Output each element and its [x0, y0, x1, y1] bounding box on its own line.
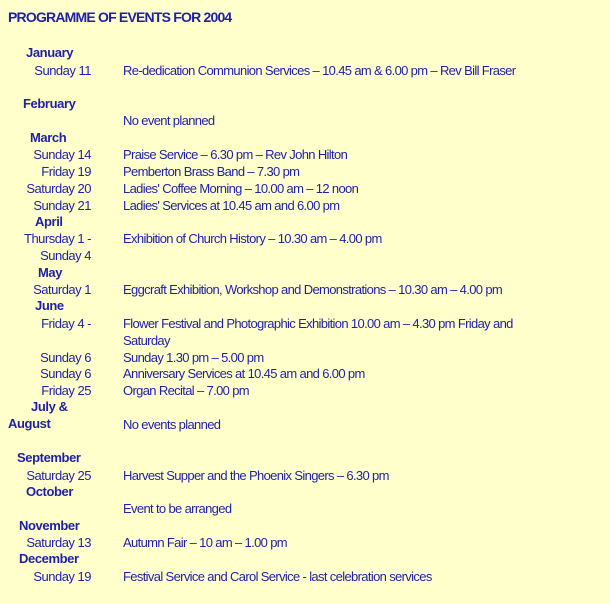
- event-description: Festival Service and Carol Service - last celebration services: [123, 569, 432, 584]
- event-day: Friday 4 -: [41, 316, 91, 331]
- event-description: Ladies' Coffee Morning – 10.00 am – 12 noon: [123, 181, 359, 196]
- month-february: February: [23, 96, 76, 111]
- month-march: March: [30, 130, 67, 145]
- event-day: Sunday 11: [34, 63, 91, 78]
- page-title: PROGRAMME OF EVENTS FOR 2004: [8, 9, 232, 25]
- event-description: Ladies' Services at 10.45 am and 6.00 pm: [123, 198, 340, 213]
- month-july: July &: [31, 399, 68, 414]
- event-description: Praise Service – 6.30 pm – Rev John Hilton: [123, 147, 348, 162]
- event-day: Saturday 13: [26, 535, 91, 550]
- event-day: Saturday 25: [26, 468, 91, 483]
- event-description: Harvest Supper and the Phoenix Singers – 6.30 pm: [123, 468, 389, 483]
- event-description: No events planned: [123, 417, 221, 432]
- event-description: Eggcraft Exhibition, Workshop and Demonstrations – 10.30 am – 4.00 pm: [123, 282, 503, 297]
- event-description: Pemberton Brass Band – 7.30 pm: [123, 164, 300, 179]
- event-day: Sunday 21: [33, 198, 91, 213]
- event-description: Organ Recital – 7.00 pm: [123, 383, 249, 398]
- event-day: Thursday 1 -: [24, 231, 91, 246]
- event-day: Sunday 19: [33, 569, 91, 584]
- event-description: Sunday 1.30 pm – 5.00 pm: [123, 350, 264, 365]
- month-december: December: [19, 551, 79, 566]
- month-november: November: [19, 518, 80, 533]
- event-day: Saturday 20: [26, 181, 91, 196]
- event-day: Sunday 6: [40, 366, 91, 381]
- event-day: Sunday 6: [40, 350, 91, 365]
- event-day: Saturday 1: [33, 282, 91, 297]
- event-description: Autumn Fair – 10 am – 1.00 pm: [123, 535, 287, 550]
- month-september: September: [17, 450, 81, 465]
- month-may: May: [38, 265, 63, 280]
- month-august: August: [8, 416, 51, 431]
- event-description: Event to be arranged: [123, 501, 232, 516]
- month-june: June: [35, 298, 64, 313]
- month-january: January: [26, 45, 74, 60]
- event-description: Anniversary Services at 10.45 am and 6.00 pm: [123, 366, 365, 381]
- month-october: October: [26, 484, 74, 499]
- event-description: Re-dedication Communion Services – 10.45 am & 6.00 pm – Rev Bill Fraser: [123, 63, 516, 78]
- month-april: April: [35, 214, 63, 229]
- event-day: Friday 25: [41, 383, 91, 398]
- event-description: Exhibition of Church History – 10.30 am – 4.00 pm: [123, 231, 382, 246]
- event-day: Sunday 14: [33, 147, 91, 162]
- event-description: No event planned: [123, 113, 215, 128]
- event-description: Flower Festival and Photographic Exhibition 10.00 am – 4.30 pm Friday and Saturday: [123, 316, 513, 348]
- event-day: Sunday 4: [40, 248, 91, 263]
- event-day: Friday 19: [41, 164, 91, 179]
